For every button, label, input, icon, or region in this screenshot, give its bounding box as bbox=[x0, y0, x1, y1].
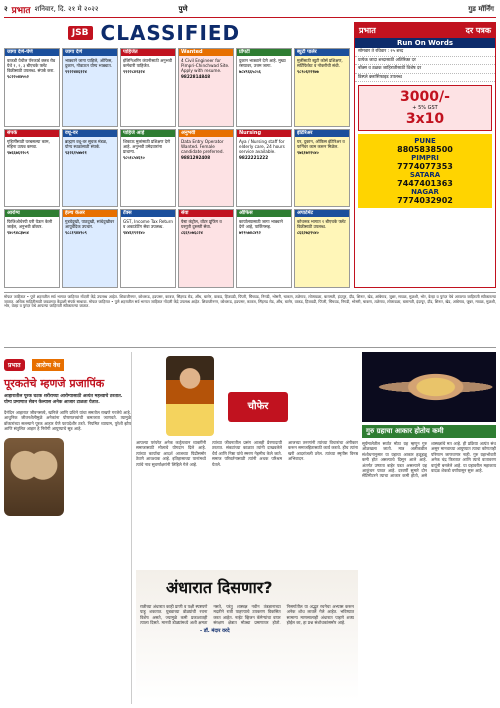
ad-phone: 9822814848 bbox=[181, 74, 211, 79]
classified-ad bbox=[62, 48, 118, 127]
ad-heading: ऑफिस bbox=[237, 210, 291, 217]
ad-phone: ९७६६७६२२०९ bbox=[7, 149, 29, 155]
darkness-article bbox=[136, 570, 358, 700]
classified-ad bbox=[294, 48, 350, 127]
ad-text: घर, दुकान, ऑफिस इंटिरिअर व फर्निचर काम करून मिळेल. bbox=[297, 138, 345, 149]
ad-heading: संपर्क bbox=[5, 130, 59, 137]
ad-text: कार्यालयासाठी जागा भाड्याने देणे आहे, पार्किंगसह. bbox=[239, 219, 283, 230]
ad-text: 4 Civil Engineer for Pimpri-Chinchwad Site. Apply with resume. bbox=[181, 58, 230, 73]
rate-card-header bbox=[355, 23, 495, 38]
ad-heading: आरोग्य bbox=[5, 210, 59, 217]
rate-line: डिस्प्ले क्लासिफाइड उपलब्ध bbox=[355, 74, 495, 83]
ad-phone: ९९२२८४२३२४ bbox=[123, 69, 145, 74]
ad-phone: ९८२२०४४५५२ bbox=[7, 74, 29, 79]
classified-column bbox=[178, 48, 234, 288]
byline: - डॉ. मंदार वरदे bbox=[200, 628, 230, 634]
classified-column bbox=[4, 48, 60, 288]
classified-column bbox=[62, 48, 118, 288]
ad-heading: इंटिरिअर bbox=[295, 130, 349, 137]
ad-text: वाकडी येथील पॅनकार्ड क्लब रोड येथे १, २, ३ बीएचके फ्लॅट विक्रीसाठी उपलब्ध. संपर्क करा. bbox=[7, 58, 56, 73]
centre-col-3: आजच्या तरुणांनी त्यांच्या विचारांचा अंगीकार करून समाजहितासाठी कार्य करावे. हीच त्यांना खरी आदरांजली ठरेल. त्यांच्या स्मृतीस विनम्र अभिवादन. bbox=[288, 440, 358, 462]
brand-logo: प्रभात bbox=[11, 5, 31, 16]
classified-ad bbox=[178, 48, 234, 127]
classified-column bbox=[236, 48, 292, 288]
classified-ad bbox=[120, 129, 176, 208]
offer-price: 3000/- bbox=[400, 89, 450, 105]
centre-col-1: आपल्या परंपरेत अनेक कर्तृत्ववान व्यक्तींनी समाजासाठी मोलाचे योगदान दिले आहे. त्यांच्या कार्याचा आदर्श आजच्या पिढीसमोर ठेवणे आवश्यक आहे. इतिहासाच्या पानांमध्ये त्यांचे नाव सुवर्णाक्षरांनी लिहिले गेले आहे. bbox=[136, 440, 206, 467]
city-phone: 8805838500 bbox=[397, 145, 453, 154]
ad-heading: पाहिजेत bbox=[121, 49, 175, 56]
jupiter-article bbox=[362, 352, 496, 704]
ad-text: Aya / Nursing staff for elderly care, 24 hours service available. bbox=[239, 138, 285, 154]
ad-phone: ९३२६१५७७२१ bbox=[65, 149, 87, 155]
ad-heading: पाहिजे आहे bbox=[121, 130, 175, 137]
classified-ad bbox=[120, 48, 176, 127]
health-headline: पूरकतेचे म्हणजे प्रजापिंक bbox=[4, 377, 105, 390]
chaufer-logo: चौफेर bbox=[228, 392, 288, 422]
darkness-body: रात्रीच्या अंधारात काही प्राणी व पक्षी स्पष्टपणे पाहू शकतात. घुबडाच्या डोळ्यांची रचना विशेष असते, ज्यामुळे कमी प्रकाशातही त्याला दिसते. मानवी डोळ्यांमध्ये अशी क्षमता नसते, परंतु शास्त्रज्ञ नवीन तंत्रज्ञानाच्या मदतीने रात्री पाहण्याचे उपकरण विकसित करत आहेत. नाईट व्हिजन कॅमेऱ्यांचा वापर संरक्षण क्षेत्रात मोठ्या प्रमाणावर होतो. निसर्गातील या अद्भुत रचनेचा अभ्यास करून अनेक शोध लावले गेले आहेत. भविष्यात सामान्य माणसालाही अंधारात पाहणे शक्य होईल का, हा प्रश्न संशोधकांसमोर आहे. bbox=[140, 604, 354, 626]
classified-ad bbox=[236, 48, 292, 127]
classified-ad bbox=[294, 209, 350, 288]
owl-image bbox=[4, 438, 64, 516]
classified-banner bbox=[4, 20, 304, 46]
classified-ad bbox=[120, 209, 176, 288]
ad-heading: प्रॉपर्टी bbox=[237, 49, 291, 56]
offer-size: 3x10 bbox=[405, 111, 445, 127]
city-phone: 7774032902 bbox=[397, 196, 453, 205]
city-name: NAGAR bbox=[411, 188, 439, 196]
ad-heading: हेल्थ केअर bbox=[63, 210, 117, 217]
ad-text: गुडघेदुखी, पाठदुखी, सांधेदुखीवर आयुर्वेदिक उपचार. bbox=[65, 219, 115, 230]
ad-text: ब्राह्मण वधू-वर सूचक मंडळ, योग्य स्थळांसाठी संपर्क. bbox=[65, 138, 108, 149]
classified-ad bbox=[4, 209, 60, 288]
health-tag: प्रभात bbox=[4, 359, 25, 371]
ad-text: Data Entry Operator Wanted. Female candidate preferred. bbox=[181, 138, 224, 154]
classified-column bbox=[294, 48, 350, 288]
city-phone: 7774077353 bbox=[397, 162, 453, 171]
classified-ad bbox=[236, 209, 292, 288]
ad-text: पेस्ट कंट्रोल, वॉटर प्रूफिंग व घरगुती दुरुस्ती सेवा. bbox=[181, 219, 222, 230]
portrait-image bbox=[166, 356, 214, 436]
rate-lines bbox=[355, 48, 495, 82]
ad-phone: ९७६१७२१५४० bbox=[297, 149, 319, 155]
ad-heading: ब्युटी पार्लर bbox=[295, 49, 349, 56]
classified-ad bbox=[4, 48, 60, 127]
centre-col-2: त्यांच्या जीवनातील प्रसंग आजही प्रेरणादायी ठरतात. संकटांच्या काळात त्यांनी दाखवलेले धैर्य आणि निष्ठा यांचे स्मरण नेहमीच केले जाते. समाज परिवर्तनासाठी त्यांनी अथक परिश्रम घेतले. bbox=[212, 440, 282, 467]
health-body: दैनंदिन आहारात जीवनसत्त्वे, खनिजे आणि प्रथिने यांचा समतोल राखणे गरजेचे आहे. आधुनिक जीवनशैलीमुळे अनेकांना पोषणतत्त्वांची कमतरता जाणवते. त्यामुळे डॉक्टरांच्या सल्ल्याने पूरक आहार घेणे फायदेशीर ठरते. नियमित व्यायाम, पुरेशी झोप आणि संतुलित आहार हे निरोगी आयुष्याचे सूत्र आहे. bbox=[4, 410, 131, 432]
ad-text: GST, Income Tax Return व अकाउंटिंग सेवा उपलब्ध. bbox=[123, 219, 173, 230]
rate-card-brand: प्रभात bbox=[359, 26, 376, 35]
ad-phone: ९९२२४४६१२४ bbox=[65, 69, 87, 74]
classified-ad bbox=[4, 129, 60, 208]
classified-grid bbox=[4, 48, 350, 288]
rate-card-subtitle: Run On Words bbox=[355, 38, 495, 48]
section-name: गुड मॉर्निंग bbox=[468, 4, 494, 13]
centre-article bbox=[136, 352, 358, 704]
ad-heading: सेवा bbox=[179, 210, 233, 217]
city-contacts bbox=[358, 134, 492, 208]
health-article bbox=[4, 352, 132, 704]
ad-text: फिजिओथेरपी घरी येऊन केली जाईल, अनुभवी डॉक्टर. bbox=[7, 219, 53, 230]
city-phone: 7447401363 bbox=[397, 179, 453, 188]
ad-phone: 9881292408 bbox=[181, 154, 211, 160]
ad-text: दुकान भाड्याने देणे आहे. मुख्य रस्त्यावर, उत्तम जागा. bbox=[239, 58, 286, 68]
ad-phone: ९८८१९४४९०९ bbox=[65, 230, 87, 236]
ad-text: भाड्याने जागा पाहिजे, ऑफिस, दुकान, गोडाऊन योग्य भाड्यात. bbox=[65, 58, 113, 68]
ad-phone: ७८४९६६५८५६ bbox=[239, 69, 261, 74]
offer-box bbox=[358, 85, 492, 131]
ad-heading: जागा देणे bbox=[63, 49, 117, 56]
issue-date: शनिवार, दि. २१ मे २०२२ bbox=[34, 4, 99, 13]
rate-line: प्रत्येक जादा शब्दासाठी अतिरिक्त दर bbox=[355, 57, 495, 66]
ad-phone: ८६६९०७६८२४ bbox=[181, 230, 203, 236]
classified-ad bbox=[62, 209, 118, 288]
ad-heading: Wanted bbox=[179, 49, 233, 56]
header-rule bbox=[4, 17, 496, 18]
classified-title: CLASSIFIED bbox=[100, 21, 241, 45]
ad-text: कोथरूड भागात १ बीएचके फ्लॅट विक्रीसाठी उपलब्ध. bbox=[297, 219, 346, 230]
classified-ad bbox=[62, 129, 118, 208]
classified-ad bbox=[178, 209, 234, 288]
ad-phone: ८६६२७३९५४० bbox=[297, 230, 319, 236]
jupiter-headline: गुरु ग्रहाचा आकार होतोय कमी bbox=[362, 425, 496, 438]
rate-card bbox=[354, 22, 496, 288]
classified-column bbox=[120, 48, 176, 288]
ad-heading: जागा देणे-घेणे bbox=[5, 49, 59, 56]
rate-line: सोमवार ते रविवार : २५ शब्द bbox=[355, 48, 495, 57]
ad-heading: अपार्टमेंट bbox=[295, 210, 349, 217]
listing-strip: मोफत जाहिरात • पुणे शहरातील सर्व भागात जाहिरात नोंदणी केंद्रे उपलब्ध आहेत. शिवाजीनगर, कोथरूड, हडपसर, कात्रज, सिंहगड रोड, औंध, बाणेर, वाकड, हिंजवडी, पिंपरी, चिंचवड, निगडी, भोसरी, चाकण, तळेगाव, लोणावळा, बारामती, इंदापूर, दौंड, शिरूर, खेड, आंबेगाव, जुन्नर, मावळ, मुळशी, भोर, वेल्हा व पुरंदर येथे आपल्या जाहिराती स्वीकारल्या जातात. अधिक माहितीसाठी जवळच्या केंद्राशी संपर्क साधावा. मोफत जाहिरात • पुणे शहरातील सर्व भागात जाहिरात नोंदणी केंद्रे उपलब्ध आहेत. शिवाजीनगर, कोथरूड, हडपसर, कात्रज, सिंहगड रोड, औंध, बाणेर, वाकड, हिंजवडी, पिंपरी, चिंचवड, निगडी, भोसरी, चाकण, तळेगाव, लोणावळा, बारामती, इंदापूर, दौंड, शिरूर, खेड, आंबेगाव, जुन्नर, मावळ, मुळशी, भोर, वेल्हा व पुरंदर येथे आपल्या जाहिराती स्वीकारल्या जातात. bbox=[4, 292, 496, 348]
ad-text: शिकाऊ मुलांसाठी प्रशिक्षण देणे आहे. अनुभवी उमेदवारांना प्राधान्य. bbox=[123, 138, 170, 154]
ad-phone: ९४४६१९२१४० bbox=[123, 230, 145, 236]
rate-card-title: दर पत्रक bbox=[465, 26, 491, 35]
ad-phone: ९४०९४८३७५४ bbox=[7, 230, 29, 236]
darkness-headline: अंधारात दिसणार? bbox=[166, 578, 273, 597]
edition-city: पुणे bbox=[178, 4, 188, 13]
classified-ad bbox=[294, 129, 350, 208]
planet-image bbox=[362, 352, 496, 422]
offer-tax: + 5% GST bbox=[412, 105, 438, 111]
ad-heading: वधू-वर bbox=[63, 130, 117, 137]
health-section-tag: आरोग्य वेध bbox=[32, 359, 64, 371]
classified-ad bbox=[236, 129, 292, 208]
ad-text: गृहिणींसाठी घरबसल्या काम, महिना उत्पन्न कमवा. bbox=[7, 138, 50, 149]
ad-text: मुलींसाठी ब्युटी कोर्स प्रशिक्षण, सर्टिफिकेट व नोकरीची संधी. bbox=[297, 58, 343, 68]
page-header bbox=[0, 0, 500, 18]
page-number: २ bbox=[4, 4, 8, 13]
classified-ad bbox=[178, 129, 234, 208]
ad-heading: टॅक्स bbox=[121, 210, 175, 217]
city-name: SATARA bbox=[409, 171, 441, 179]
health-lede: आहारातील पूरक घटक शरीराच्या आरोग्यासाठी अत्यंत महत्त्वाचे ठरतात. योग्य प्रमाणात सेवन केल्यास अनेक आजार टाळता येतात. bbox=[4, 394, 123, 405]
ad-text: इंजिनिअरिंग कंपनीसाठी अनुभवी कर्मचारी पाहिजेत. bbox=[123, 58, 172, 68]
city-name: PIMPRI bbox=[411, 154, 439, 162]
ad-heading: Nursing bbox=[237, 130, 291, 137]
jupiter-body: सूर्यमालेतील सर्वात मोठा ग्रह म्हणून गुरु ओळखला जातो. मात्र अलीकडील संशोधनानुसार या ग्रहाचा आकार हळूहळू कमी होत असल्याचे दिसून आले आहे. अंतर्गत उष्णता बाहेर पडत असल्याने ग्रह आकुंचन पावत आहे. दरवर्षी सुमारे दोन सेंटिमीटरने त्याचा आकार कमी होतो, असे शास्त्रज्ञांचे मत आहे. ही प्रक्रिया अत्यंत संथ असून मानवाच्या आयुष्यात त्याचा कोणताही परिणाम जाणवणार नाही. गुरु ग्रहाभोवती अनेक चंद्र फिरतात आणि त्याचे वातावरण वायूंनी बनलेले आहे. या ग्रहावरील महाकाय वादळ शेकडो वर्षांपासून सुरू आहे. bbox=[362, 441, 496, 479]
city-name: PUNE bbox=[414, 137, 436, 145]
ad-heading: अनुभवी bbox=[179, 130, 233, 137]
ad-phone: ९८५१८५४६९० bbox=[123, 154, 145, 160]
sponsor-logo: JSB bbox=[68, 26, 93, 40]
ad-phone: 9822221222 bbox=[239, 154, 269, 160]
ad-phone: ९८९०६२२९७७ bbox=[297, 69, 319, 74]
rate-line: बॉक्स व ठळक जाहिरातीसाठी विशेष दर bbox=[355, 65, 495, 74]
ad-phone: ७२९५७४८४९२ bbox=[239, 230, 261, 236]
